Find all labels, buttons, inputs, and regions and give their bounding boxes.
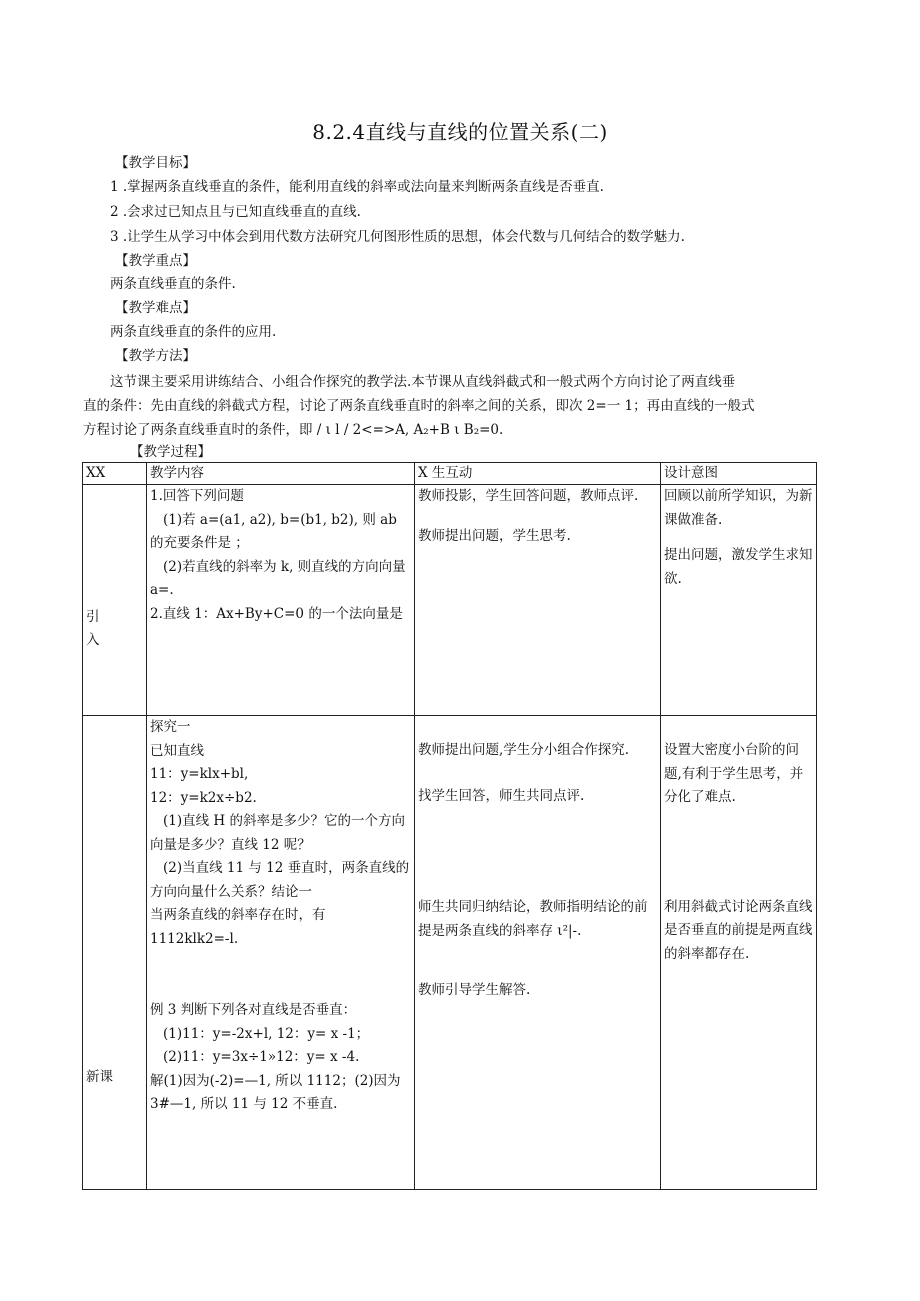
intent-item: 利用斜截式讨论两条直线是否垂直的前提是两直线的斜率都存在.: [664, 898, 813, 962]
teaching-process-table: [82, 462, 817, 1190]
objective-1: 1 .掌握两条直线垂直的条件，能利用直线的斜率或法向量来判断两条直线是否垂直.: [110, 179, 604, 195]
interaction-item: 教师引导学生解答.: [418, 982, 531, 998]
intent-cell-new: [661, 716, 817, 1190]
method-line-2: 直的条件：先由直线的斜截式方程，讨论了两条直线垂直时的斜率之间的关系，即次 2=一 1；再由直线的一般式: [83, 398, 755, 414]
content-cell-intro: [147, 485, 415, 716]
content-item: 已知直线: [150, 742, 204, 759]
page-title: 8.2.4直线与直线的位置关系(二): [312, 120, 608, 144]
stage-label: 引入: [86, 608, 100, 648]
content-item: 1.回答下列问题: [150, 488, 244, 504]
content-item: (1)直线 H 的斜率是多少？它的一个方向向量是多少？直线 12 呢？: [150, 813, 405, 853]
key-heading: 【教学重点】: [115, 253, 196, 269]
table-row: [83, 716, 817, 1190]
process-heading: 【教学过程】: [130, 444, 211, 460]
difficulty-text: 两条直线垂直的条件的应用.: [110, 324, 277, 340]
content-item: (1)11：y=-2x+l, 12：y= x -1；: [163, 1025, 370, 1042]
content-item: 解(1)因为(-2)=—1, 所以 1112；(2)因为 3#—1, 所以 11 与 12 不垂直.: [150, 1072, 401, 1112]
content-item: 2.直线 1：Ax+By+C=0 的一个法向量是: [150, 605, 403, 622]
content-item: (1)若 a=(a1, a2), b=(b1, b2), 则 ab 的充要条件是 ；: [150, 511, 397, 551]
header-intent: 设计意图: [661, 463, 817, 485]
content-cell-new: [147, 716, 415, 1190]
interaction-item: 教师投影，学生回答问题，教师点评.: [418, 488, 639, 504]
objective-2: 2 .会求过已知点且与已知直线垂直的直线.: [110, 204, 361, 220]
interaction-cell-intro: [415, 485, 661, 716]
content-item: 探究一: [150, 719, 191, 735]
content-item: (2)若直线的斜率为 k, 则直线的方向向量 a=.: [150, 558, 406, 598]
interaction-item: 师生共同归纳结论，教师指明结论的前提是两条直线的斜率存 ι²|-.: [418, 899, 648, 939]
header-content: 教学内容: [147, 463, 415, 485]
intent-item: 回顾以前所学知识，为新课做准备.: [664, 488, 813, 528]
stage-cell-new: [83, 716, 147, 1190]
objectives-heading: 【教学目标】: [115, 155, 196, 171]
content-item: 例 3 判断下列各对直线是否垂直：: [150, 1002, 357, 1018]
objective-3: 3 .让学生从学习中体会到用代数方法研究几何图形性质的思想，体会代数与几何结合的数学魅力.: [110, 229, 685, 245]
content-item: (2)当直线 11 与 12 垂直时，两条直线的方向向量什么关系？结论一: [150, 860, 410, 900]
content-item: 1112klk2=-l.: [150, 930, 239, 947]
method-line-3: 方程讨论了两条直线垂直时的条件，即 / ι l / 2<=>A, A₂+B ι B₂=0.: [83, 422, 504, 438]
content-item: (2)11：y=3x÷1»12：y= x -4.: [163, 1049, 360, 1065]
interaction-item: 教师提出问题,学生分小组合作探究.: [418, 742, 630, 758]
key-point: 两条直线垂直的条件.: [110, 276, 236, 292]
interaction-item: 找学生回答，师生共同点评.: [418, 787, 585, 804]
intent-cell-intro: [661, 485, 817, 716]
method-line-1: 这节课主要采用讲练结合、小组合作探究的教学法.本节课从直线斜截式和一般式两个方向讨论了两直线垂: [110, 374, 736, 390]
header-stage: XX: [83, 463, 147, 485]
interaction-item: 教师提出问题，学生思考.: [418, 527, 571, 544]
table-header-row: [83, 463, 817, 485]
table-row: [83, 485, 817, 716]
method-heading: 【教学方法】: [115, 348, 196, 364]
content-item: 11：y=klx+bl,: [150, 766, 249, 782]
stage-label: 新课: [86, 1068, 113, 1085]
difficulty-heading: 【教学难点】: [115, 300, 196, 316]
intent-item: 提出问题，激发学生求知欲.: [664, 547, 813, 587]
content-item: 12：y=k2x÷b2.: [150, 789, 257, 806]
content-item: 当两条直线的斜率存在时，有: [150, 907, 326, 923]
header-interaction: X 生互动: [415, 463, 661, 485]
stage-cell-intro: [83, 485, 147, 716]
intent-item: 设置大密度小台阶的问题,有利于学生思考，并分化了难点.: [664, 742, 804, 805]
interaction-cell-new: [415, 716, 661, 1190]
